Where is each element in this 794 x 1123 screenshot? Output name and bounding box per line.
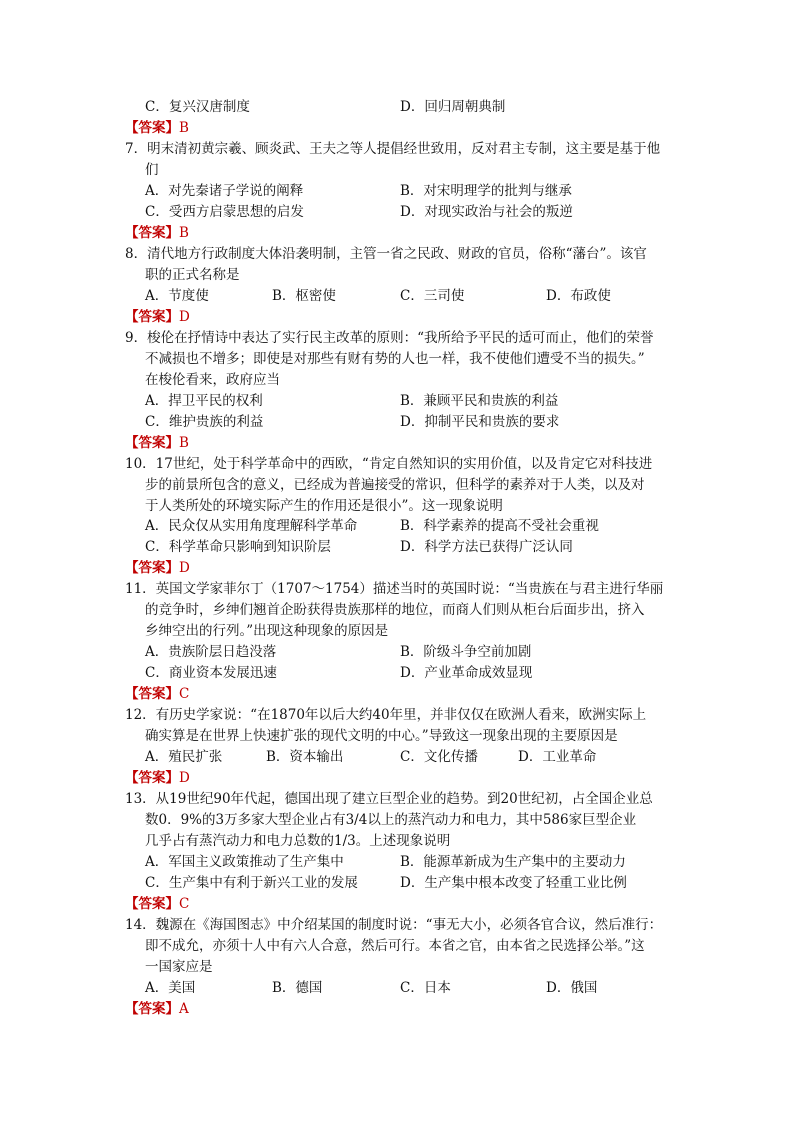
q9-option-d: D．抑制平民和贵族的要求 <box>400 414 560 430</box>
q8-option-b: B．枢密使 <box>272 288 336 304</box>
answer-tag: 【答案】 <box>125 896 179 912</box>
q11-option-d: D．产业革命成效显现 <box>400 665 533 681</box>
q13-option-a: A．军国主义政策推动了生产集中 <box>145 854 344 870</box>
q11-option-a: A．贵族阶层日趋没落 <box>145 644 277 660</box>
answer-tag: 【答案】 <box>125 1001 179 1017</box>
q14-option-a: A．美国 <box>145 980 196 996</box>
q9-option-b: B．兼顾平民和贵族的利益 <box>400 393 559 409</box>
q9-stem-line3: 在梭伦看来，政府应当 <box>145 372 280 388</box>
q9-option-c: C．维护贵族的利益 <box>145 414 264 430</box>
answer-tag: 【答案】 <box>125 435 179 451</box>
q13-stem-line2: 数0．9%的3万多家大型企业占有3/4以上的蒸汽动力和电力，其中586家巨型企业 <box>145 812 637 828</box>
q9-stem-line1: 9．梭伦在抒情诗中表达了实行民主改革的原则：“我所给予平民的适可而止，他们的荣誉 <box>125 330 654 346</box>
q12-option-b: B．资本输出 <box>266 749 344 765</box>
q12-stem-line1: 12．有历史学家说：“在1870年以后大约40年里，并非仅仅在欧洲人看来，欧洲实际上 <box>125 707 647 723</box>
q14-option-b: B．德国 <box>272 980 323 996</box>
q8-option-d: D．布政使 <box>546 288 611 304</box>
q12-answer <box>125 768 190 788</box>
q12-option-c: C．文化传播 <box>400 749 478 765</box>
q13-option-c: C．生产集中有利于新兴工业的发展 <box>145 875 358 891</box>
q7-option-c: C．受西方启蒙思想的启发 <box>145 204 304 220</box>
q8-stem-line1: 8．清代地方行政制度大体沿袭明制，主管一省之民政、财政的官员，俗称“藩台”。该官 <box>125 246 647 262</box>
q14-stem-line3: 一国家应是 <box>145 959 213 975</box>
q13-stem-line1: 13．从19世纪90年代起，德国出现了建立巨型企业的趋势。到20世纪初，占全国企业总 <box>125 791 653 807</box>
q12-option-d: D．工业革命 <box>518 749 597 765</box>
q7-option-a: A．对先秦诸子学说的阐释 <box>145 183 304 199</box>
q7-stem-line1: 7．明末清初黄宗羲、顾炎武、王夫之等人提倡经世致用，反对君主专制，这主要是基于他 <box>125 141 661 157</box>
answer-value: C <box>179 686 190 702</box>
q11-option-c: C．商业资本发展迅速 <box>145 665 277 681</box>
q6-option-d: D．回归周朝典制 <box>400 99 506 115</box>
q14-stem-line1: 14．魏源在《海国图志》中介绍某国的制度时说：“事无大小，必须各官合议，然后准行： <box>125 917 663 933</box>
q8-option-a: A．节度使 <box>145 288 209 304</box>
q11-stem-line2: 的竞争时，乡绅们翘首企盼获得贵族那样的地位，而商人们则从柜台后面步出，挤入 <box>145 602 645 618</box>
q11-answer <box>125 684 189 704</box>
q8-option-c: C．三司使 <box>400 288 465 304</box>
q11-stem-line1: 11．英国文学家菲尔丁（1707～1754）描述当时的英国时说：“当贵族在与君主进行华丽 <box>125 581 664 597</box>
q13-option-d: D．生产集中根本改变了轻重工业比例 <box>400 875 627 891</box>
q14-option-d: D．俄国 <box>546 980 598 996</box>
q10-option-c: C．科学革命只影响到知识阶层 <box>145 539 331 555</box>
answer-value: A <box>179 1001 189 1017</box>
q10-stem-line2: 步的前景所包含的意义，已经成为普遍接受的常识，但科学的素养对于人类，以及对 <box>145 477 645 493</box>
q10-answer <box>125 558 190 578</box>
q7-stem-line2: 们 <box>145 162 159 178</box>
answer-tag: 【答案】 <box>125 686 179 702</box>
q13-stem-line3: 几乎占有蒸汽动力和电力总数的1/3。上述现象说明 <box>145 833 451 849</box>
q9-stem-line2: 不减损也不增多；即使是对那些有财有势的人也一样，我不使他们遭受不当的损失。” <box>145 351 645 367</box>
answer-value: C <box>179 896 190 912</box>
answer-tag: 【答案】 <box>125 560 179 576</box>
q7-option-b: B．对宋明理学的批判与继承 <box>400 183 572 199</box>
q10-stem-line1: 10．17世纪，处于科学革命中的西欧，“肯定自然知识的实用价值，以及肯定它对科技进 <box>125 456 653 472</box>
answer-value: B <box>179 225 189 241</box>
q9-answer <box>125 433 189 453</box>
q7-answer <box>125 223 189 243</box>
q14-stem-line2: 即不成允，亦须十人中有六人合意，然后可行。本省之官，由本省之民选择公举。”这 <box>145 938 645 954</box>
q13-answer <box>125 894 189 914</box>
q8-answer <box>125 307 190 327</box>
answer-tag: 【答案】 <box>125 309 179 325</box>
answer-tag: 【答案】 <box>125 120 179 136</box>
q7-option-d: D．对现实政治与社会的叛逆 <box>400 204 573 220</box>
q8-stem-line2: 职的正式名称是 <box>145 267 240 283</box>
q9-option-a: A．捍卫平民的权利 <box>145 393 263 409</box>
answer-value: D <box>179 560 190 576</box>
answer-value: B <box>179 120 189 136</box>
answer-value: B <box>179 435 189 451</box>
q10-option-b: B．科学素养的提高不受社会重视 <box>400 518 599 534</box>
q12-option-a: A．殖民扩张 <box>145 749 223 765</box>
q13-option-b: B．能源革新成为生产集中的主要动力 <box>400 854 626 870</box>
q6-option-c: C．复兴汉唐制度 <box>145 99 250 115</box>
q10-stem-line3: 于人类所处的环境实际产生的作用还是很小”。这一现象说明 <box>145 498 503 514</box>
q11-option-b: B．阶级斗争空前加剧 <box>400 644 532 660</box>
answer-tag: 【答案】 <box>125 770 179 786</box>
q14-answer <box>125 999 189 1019</box>
q10-option-a: A．民众仅从实用角度理解科学革命 <box>145 518 358 534</box>
answer-tag: 【答案】 <box>125 225 179 241</box>
answer-value: D <box>179 309 190 325</box>
q6-answer <box>125 118 189 138</box>
q12-stem-line2: 确实算是在世界上快速扩张的现代文明的中心。”导致这一现象出现的主要原因是 <box>145 728 618 744</box>
answer-value: D <box>179 770 190 786</box>
q14-option-c: C．日本 <box>400 980 451 996</box>
q11-stem-line3: 乡绅空出的行列。”出现这种现象的原因是 <box>145 623 389 639</box>
q10-option-d: D．科学方法已获得广泛认同 <box>400 539 573 555</box>
